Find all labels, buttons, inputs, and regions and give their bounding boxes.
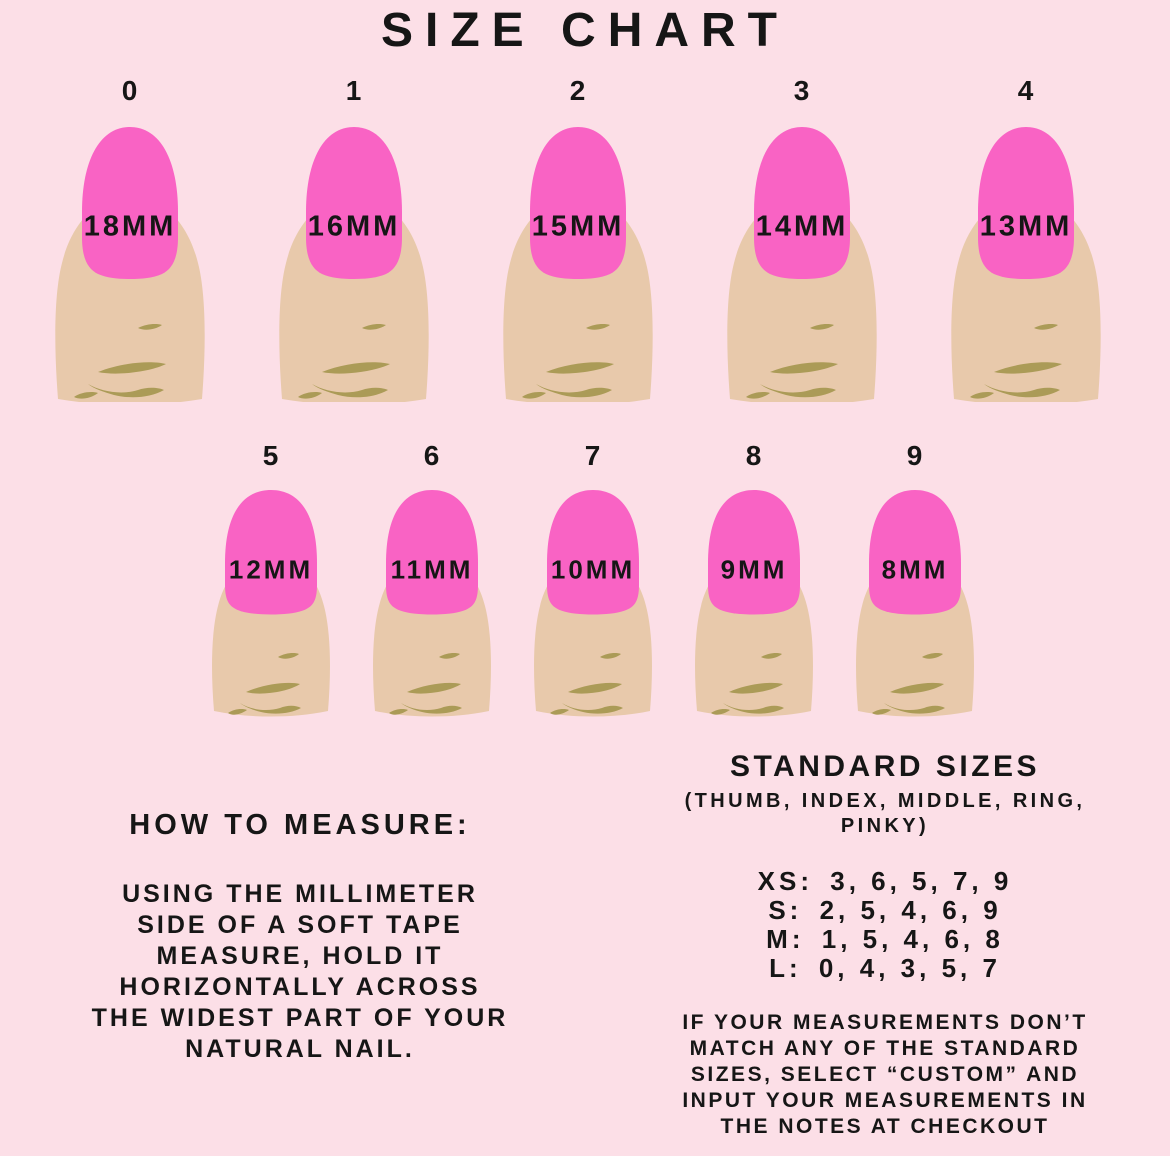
size-number-label: 7 [584,440,602,471]
page-title: SIZE CHART [381,4,789,57]
subheading-line: PINKY) [840,815,930,837]
nail-mm-label: 8MM [881,554,949,585]
note-line: IF YOUR MEASUREMENTS DON’T [682,1011,1088,1034]
finger-illustration [722,122,882,402]
how-to-measure-text [38,879,562,1065]
note-line: SIZES, SELECT “CUSTOM” AND [690,1063,1080,1086]
finger-cell-size-8 [691,439,817,719]
note-line: MATCH ANY OF THE STANDARD [689,1037,1081,1060]
finger-nail-graphic [498,122,658,402]
finger-nail-graphic [369,485,495,719]
finger-nail-graphic [691,485,817,719]
nail-mm-label: 10MM [550,554,636,585]
size-number-label: 9 [906,440,924,471]
standard-sizes-heading: STANDARD SIZES [729,750,1041,783]
how-to-measure-line: THE WIDEST PART OF YOUR [91,1004,509,1032]
nail-mm-label: 16MM [307,210,401,243]
nail-mm-label: 15MM [531,210,625,243]
subheading-line: (THUMB, INDEX, MIDDLE, RING, [684,790,1086,812]
size-label: L: [769,953,802,983]
size-values: 2, 5, 4, 6, 9 [819,895,1002,925]
finger-nail-graphic [530,485,656,719]
finger-nail-graphic [274,122,434,402]
finger-cell-size-0 [50,74,210,402]
size-label: M: [766,924,805,954]
how-to-measure-heading: HOW TO MEASURE: [129,809,471,841]
how-to-measure-line: SIDE OF A SOFT TAPE [137,911,463,939]
size-row-xs [618,867,1152,896]
finger-illustration [208,485,334,719]
how-to-measure-section [38,806,562,1065]
how-to-measure-line: NATURAL NAIL. [185,1035,415,1063]
size-values: 1, 5, 4, 6, 8 [821,924,1004,954]
finger-illustration [498,122,658,402]
nail-mm-label: 13MM [979,210,1073,243]
standard-sizes-list [618,867,1152,983]
nail-mm-label: 14MM [755,210,849,243]
nail-mm-label: 18MM [83,210,177,243]
finger-nail-graphic [946,122,1106,402]
finger-illustration [852,485,978,719]
note-line: THE NOTES AT CHECKOUT [720,1115,1050,1138]
size-number-label: 4 [1017,75,1035,106]
size-values: 0, 4, 3, 5, 7 [818,953,1001,983]
finger-illustration [274,122,434,402]
standard-sizes-subheading [618,789,1152,839]
finger-cell-size-5 [208,439,334,719]
size-number-label: 2 [569,75,587,106]
size-row-m [618,925,1152,954]
finger-cell-size-1 [274,74,434,402]
size-number-label: 3 [793,75,811,106]
finger-cell-size-3 [722,74,882,402]
size-row-s [618,896,1152,925]
size-label: S: [768,895,803,925]
size-label: XS: [757,866,813,896]
how-to-measure-line: USING THE MILLIMETER [122,880,478,908]
finger-nail-graphic [852,485,978,719]
finger-cell-size-7 [530,439,656,719]
finger-nail-graphic [208,485,334,719]
size-values: 3, 6, 5, 7, 9 [830,866,1013,896]
finger-nail-graphic [50,122,210,402]
size-number-label: 1 [345,75,363,106]
how-to-measure-line: HORIZONTALLY ACROSS [119,973,481,1001]
finger-cell-size-6 [369,439,495,719]
finger-cell-size-4 [946,74,1106,402]
finger-cell-size-9 [852,439,978,719]
size-number-label: 0 [121,75,139,106]
standard-sizes-section [618,748,1152,1140]
nail-mm-label: 12MM [228,554,314,585]
size-number-label: 6 [423,440,441,471]
finger-illustration [530,485,656,719]
finger-nail-graphic [722,122,882,402]
nail-mm-label: 9MM [720,554,788,585]
finger-illustration [50,122,210,402]
finger-illustration [946,122,1106,402]
how-to-measure-line: MEASURE, HOLD IT [156,942,444,970]
finger-cell-size-2 [498,74,658,402]
finger-row-sizes-5-9 [0,439,1170,719]
finger-illustration [691,485,817,719]
finger-illustration [369,485,495,719]
size-row-l [618,954,1152,983]
note-line: INPUT YOUR MEASUREMENTS IN [682,1089,1088,1112]
nail-mm-label: 11MM [390,554,474,585]
finger-row-sizes-0-4 [0,74,1170,402]
size-number-label: 8 [745,440,763,471]
custom-size-note [618,1010,1152,1140]
size-number-label: 5 [262,440,280,471]
